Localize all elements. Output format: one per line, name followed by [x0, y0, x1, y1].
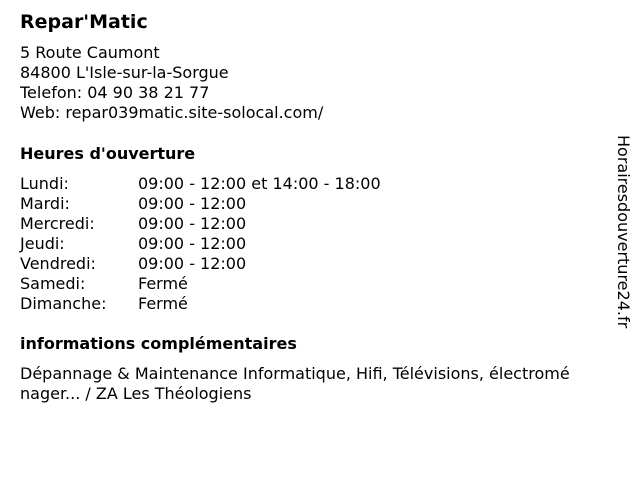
- hours-table: [20, 174, 381, 314]
- hours-row-mardi: [20, 194, 381, 214]
- day-label: Vendredi:: [20, 254, 96, 273]
- day-label: Samedi:: [20, 274, 86, 293]
- info-description: [20, 364, 620, 404]
- day-hours: 09:00 - 12:00: [138, 194, 247, 213]
- hours-row-vendredi: [20, 254, 381, 274]
- address-street: 5 Route Caumont: [20, 43, 160, 62]
- day-label: Mercredi:: [20, 214, 95, 233]
- day-label: Dimanche:: [20, 294, 107, 313]
- day-label: Lundi:: [20, 174, 69, 193]
- info-line-2: nager... / ZA Les Théologiens: [20, 384, 252, 403]
- hours-row-lundi: [20, 174, 381, 194]
- address-city: 84800 L'Isle-sur-la-Sorgue: [20, 63, 229, 82]
- website-link: Web: repar039matic.site-solocal.com/: [20, 103, 324, 122]
- day-hours: 09:00 - 12:00 et 14:00 - 18:00: [138, 174, 381, 193]
- day-hours: Fermé: [138, 274, 188, 293]
- day-hours: 09:00 - 12:00: [138, 234, 247, 253]
- hours-heading: Heures d'ouverture: [20, 144, 196, 163]
- hours-row-jeudi: [20, 234, 381, 254]
- watermark: [613, 135, 633, 345]
- day-hours: 09:00 - 12:00: [138, 254, 247, 273]
- business-name: Repar'Matic: [20, 11, 148, 33]
- hours-row-dimanche: [20, 294, 381, 314]
- watermark-text: Horairesdouverture24.fr: [614, 135, 633, 329]
- day-label: Mardi:: [20, 194, 70, 213]
- hours-row-samedi: [20, 274, 381, 294]
- day-hours: 09:00 - 12:00: [138, 214, 247, 233]
- day-hours: Fermé: [138, 294, 188, 313]
- contact-block: [20, 43, 323, 123]
- info-heading: informations complémentaires: [20, 334, 297, 353]
- hours-row-mercredi: [20, 214, 381, 234]
- day-label: Jeudi:: [20, 234, 65, 253]
- phone-number: Telefon: 04 90 38 21 77: [20, 83, 210, 102]
- info-line-1: Dépannage & Maintenance Informatique, Hifi, Télévisions, électromé: [20, 364, 570, 383]
